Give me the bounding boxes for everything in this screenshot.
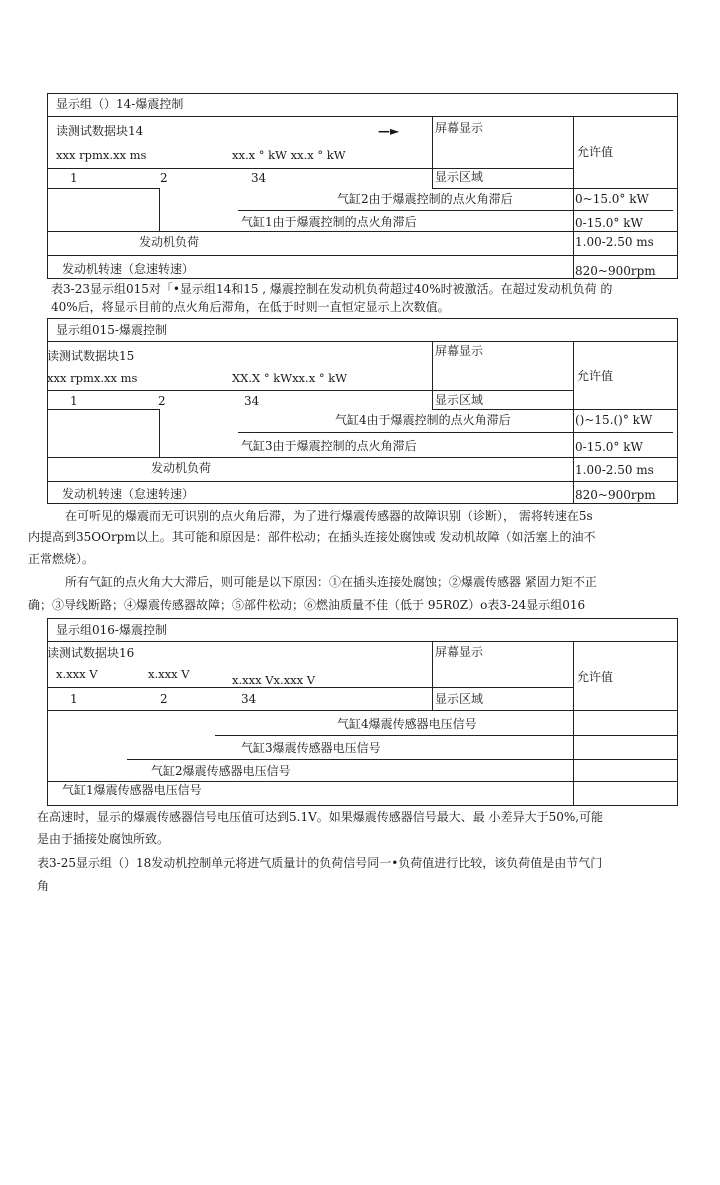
table-1-col-2: 2 bbox=[160, 171, 168, 185]
paragraph-5-line-1: 表3-25显示组（）18发动机控制单元将进气质量计的负荷信号同一•负荷值进行比较，该负荷值是由节气门 bbox=[37, 856, 603, 870]
table-3-value-34: x.xxx Vx.xxx V bbox=[232, 673, 316, 687]
table-1-row-cyl2: 气缸2由于爆震控制的点火角滞后 bbox=[337, 192, 513, 206]
paragraph-1-line-2: 40%后，将显示目前的点火角后滞角，在低于时则一直恒定显示上次数值。 bbox=[51, 300, 450, 314]
table-3-value-1: x.xxx V bbox=[56, 667, 98, 681]
table-1-row-load: 发动机负荷 bbox=[139, 235, 200, 249]
table-2-row-cyl4: 气缸4由于爆震控制的点火角滞后 bbox=[335, 413, 511, 427]
table-1-screen-label: 屏幕显示 bbox=[435, 121, 484, 135]
table-3-row-cyl2: 气缸2爆震传感器电压信号 bbox=[151, 764, 291, 778]
paragraph-5-line-2: 角 bbox=[37, 879, 50, 893]
table-2-row-load: 发动机负荷 bbox=[151, 461, 212, 475]
paragraph-2-line-1: 在可听见的爆震而无可识别的点火角后滞，为了进行爆震传感器的故障识别（诊断）， 需将转速在5s bbox=[65, 509, 593, 523]
paragraph-3-line-1: 所有气缸的点火角大大滞后，则可能是以下原因：①在插头连接处腐蚀；②爆震传感器 紧固力矩不正 bbox=[65, 575, 597, 589]
table-1-col-34: 34 bbox=[251, 171, 267, 185]
table-2-title: 显示组015-爆震控制 bbox=[56, 323, 167, 337]
table-2-row-cyl3: 气缸3由于爆震控制的点火角滞后 bbox=[241, 439, 417, 453]
table-1-col-1: 1 bbox=[70, 171, 78, 185]
table-3-col-2: 2 bbox=[160, 692, 168, 706]
table-1-area-label: 显示区域 bbox=[435, 170, 484, 184]
table-3-col-34: 34 bbox=[241, 692, 257, 706]
table-3-allowed-label: 允许值 bbox=[577, 670, 614, 684]
table-2-row-speed: 发动机转速（怠速转速） bbox=[62, 487, 195, 501]
table-2-col-2: 2 bbox=[158, 394, 166, 408]
paragraph-4-line-2: 是由于插接处腐蚀所致。 bbox=[37, 832, 170, 846]
paragraph-1-line-1: 表3-23显示组015对「•显示组14和15 , 爆震控制在发动机负荷超过40%时被激活。在超过发动机负荷 的 bbox=[51, 282, 613, 296]
arrow-right-icon: —► bbox=[378, 124, 400, 138]
table-3-col-1: 1 bbox=[70, 692, 78, 706]
table-2-row-cyl4-value: ()~15.()° kW bbox=[575, 413, 653, 427]
table-1-row-load-value: 1.00-2.50 ms bbox=[575, 235, 654, 249]
table-2-values-right: XX.X ° kWxx.x ° kW bbox=[232, 371, 348, 385]
table-2-values-left: xxx rpmx.xx ms bbox=[47, 371, 138, 385]
table-2-block-label: 读测试数据块15 bbox=[47, 349, 135, 363]
table-3-screen-label: 屏幕显示 bbox=[435, 645, 484, 659]
table-2-col-1: 1 bbox=[70, 394, 78, 408]
table-1-allowed-label: 允许值 bbox=[577, 145, 614, 159]
table-3-block-label: 读测试数据块16 bbox=[47, 646, 135, 660]
paragraph-4-line-1: 在高速时，显示的爆震传感器信号电压值可达到5.1V。如果爆震传感器信号最大、最 小差异大于50%,可能 bbox=[37, 810, 604, 824]
table-3-row-cyl3: 气缸3爆震传感器电压信号 bbox=[241, 741, 381, 755]
table-1-block-label: 读测试数据块14 bbox=[56, 124, 144, 138]
table-1-row-speed: 发动机转速（怠速转速） bbox=[62, 262, 195, 276]
table-2-row-speed-value: 820~900rpm bbox=[575, 488, 656, 502]
table-2-screen-label: 屏幕显示 bbox=[435, 344, 484, 358]
table-3-row-cyl1: 气缸1爆震传感器电压信号 bbox=[62, 783, 202, 797]
table-3-row-cyl4: 气缸4爆震传感器电压信号 bbox=[337, 717, 477, 731]
table-2-row-cyl3-value: 0-15.0° kW bbox=[575, 440, 643, 454]
paragraph-2-line-3: 正常燃烧）。 bbox=[28, 552, 95, 566]
table-3-area-label: 显示区域 bbox=[435, 692, 484, 706]
table-1-row-speed-value: 820~900rpm bbox=[575, 264, 656, 278]
table-2-row-load-value: 1.00-2.50 ms bbox=[575, 463, 654, 477]
table-3-title: 显示组016-爆震控制 bbox=[56, 623, 167, 637]
table-1-title: 显示组（）14-爆震控制 bbox=[56, 97, 184, 111]
table-2-area-label: 显示区域 bbox=[435, 393, 484, 407]
paragraph-2-line-2: 内提高到35OOrpm以上。其可能和原因是：部件松动；在插头连接处腐蚀或 发动机故障（如活塞上的油不 bbox=[28, 530, 596, 544]
table-3-value-2: x.xxx V bbox=[148, 667, 190, 681]
table-1-row-cyl2-value: 0~15.0° kW bbox=[575, 192, 649, 206]
table-2-allowed-label: 允许值 bbox=[577, 369, 614, 383]
paragraph-3-line-2: 确；③导线断路；④爆震传感器故障；⑤部件松动；⑥燃油质量不佳（低于 95R0Z）o表3-24显示组016 bbox=[28, 598, 586, 612]
table-1-row-cyl1: 气缸1由于爆震控制的点火角滞后 bbox=[241, 215, 417, 229]
table-1-row-cyl1-value: 0-15.0° kW bbox=[575, 216, 643, 230]
table-1-values-left: xxx rpmx.xx ms bbox=[56, 148, 147, 162]
table-2-col-34: 34 bbox=[244, 394, 260, 408]
table-1-values-right: xx.x ° kW xx.x ° kW bbox=[232, 148, 346, 162]
